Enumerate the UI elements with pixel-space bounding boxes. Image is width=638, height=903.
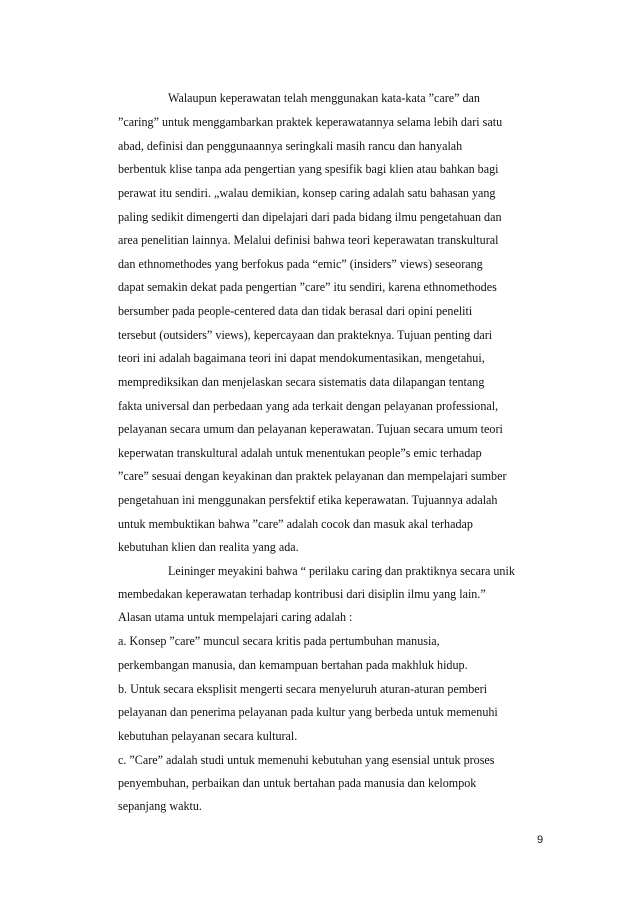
paragraph-line-9: dapat semakin dekat pada pengertian ”care” itu sendiri, karena ethnomethodes bbox=[118, 280, 497, 294]
paragraph-line-10: bersumber pada people-centered data dan tidak berasal dari opini peneliti bbox=[118, 304, 473, 318]
list-item-a-line-1: a. Konsep ”care” muncul secara kritis pada pertumbuhan manusia, bbox=[118, 634, 440, 648]
list-item-b-line-1: b. Untuk secara eksplisit mengerti secara menyeluruh aturan-aturan pemberi bbox=[118, 682, 488, 696]
paragraph-line-7: area penelitian lainnya. Melalui definisi bahwa teori keperawatan transkultural bbox=[118, 233, 499, 247]
list-item-a-line-2: perkembangan manusia, dan kemampuan bertahan pada makhluk hidup. bbox=[118, 658, 468, 672]
paragraph-line-18: pengetahuan ini menggunakan persfektif etika keperawatan. Tujuannya adalah bbox=[118, 493, 498, 507]
list-item-c-line-2: penyembuhan, perbaikan dan untuk bertahan pada manusia dan kelompok bbox=[118, 776, 477, 790]
paragraph-line-13: memprediksikan dan menjelaskan secara sistematis data dilapangan tentang bbox=[118, 375, 485, 389]
paragraph-line-20: kebutuhan klien dan realita yang ada. bbox=[118, 540, 299, 554]
paragraph-line-5: perawat itu sendiri. „walau demikian, konsep caring adalah satu bahasan yang bbox=[118, 186, 496, 200]
list-item-b-line-2: pelayanan dan penerima pelayanan pada kultur yang berbeda untuk memenuhi bbox=[118, 705, 498, 719]
paragraph-line-11: tersebut (outsiders” views), kepercayaan dan prakteknya. Tujuan penting dari bbox=[118, 328, 493, 342]
paragraph-line-16: keperwatan transkultural adalah untuk menentukan people”s emic terhadap bbox=[118, 446, 482, 460]
paragraph-line-19: untuk membuktikan bahwa ”care” adalah cocok dan masuk akal terhadap bbox=[118, 517, 473, 531]
paragraph-line-2: ”caring” untuk menggambarkan praktek keperawatannya selama lebih dari satu bbox=[118, 115, 503, 129]
paragraph-line-15: pelayanan secara umum dan pelayanan keperawatan. Tujuan secara umum teori bbox=[118, 422, 503, 436]
page-number: 9 bbox=[537, 834, 544, 846]
paragraph-line-1: Walaupun keperawatan telah menggunakan kata-kata ”care” dan bbox=[168, 91, 480, 105]
paragraph-line-14: fakta universal dan perbedaan yang ada terkait dengan pelayanan professional, bbox=[118, 399, 499, 413]
paragraph-line-12: teori ini adalah bagaimana teori ini dapat mendokumentasikan, mengetahui, bbox=[118, 351, 485, 365]
paragraph-line-17: ”care” sesuai dengan keyakinan dan praktek pelayanan dan mempelajari sumber bbox=[118, 469, 507, 483]
paragraph-line-8: dan ethnomethodes yang berfokus pada “emic” (insiders” views) seseorang bbox=[118, 257, 483, 271]
paragraph-line-22: membedakan keperawatan terhadap kontribusi dari disiplin ilmu yang lain.” bbox=[118, 587, 486, 601]
list-item-c-line-1: c. ”Care” adalah studi untuk memenuhi kebutuhan yang esensial untuk proses bbox=[118, 753, 495, 767]
paragraph-line-21: Leininger meyakini bahwa “ perilaku caring dan praktiknya secara unik bbox=[168, 564, 515, 578]
paragraph-line-3: abad, definisi dan penggunaannya seringkali masih rancu dan hanyalah bbox=[118, 139, 463, 153]
paragraph-line-23: Alasan utama untuk mempelajari caring adalah : bbox=[118, 610, 353, 624]
paragraph-line-6: paling sedikit dimengerti dan dipelajari dari pada bidang ilmu pengetahuan dan bbox=[118, 210, 502, 224]
paragraph-line-4: berbentuk klise tanpa ada pengertian yang spesifik bagi klien atau bahkan bagi bbox=[118, 162, 499, 176]
list-item-b-line-3: kebutuhan pelayanan secara kultural. bbox=[118, 729, 298, 743]
list-item-c-line-3: sepanjang waktu. bbox=[118, 799, 202, 813]
